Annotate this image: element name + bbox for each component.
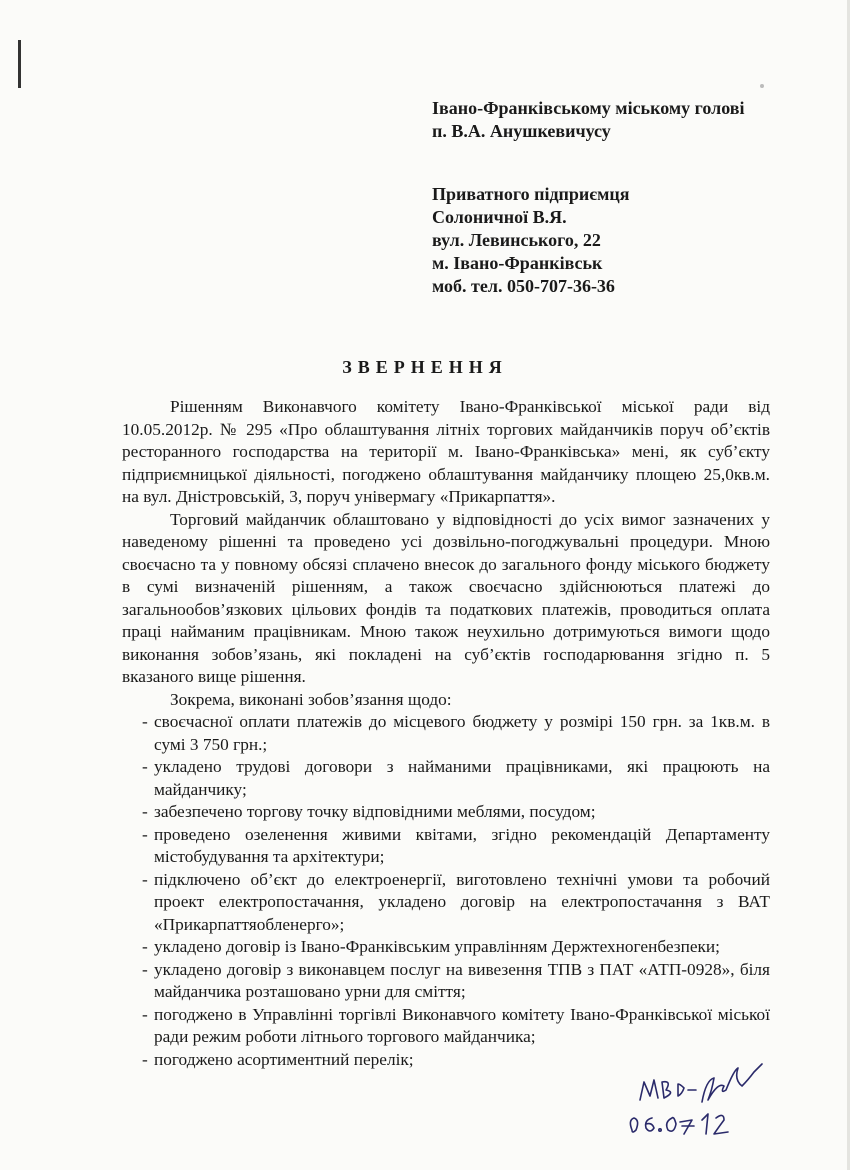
list-item-text: своєчасної оплати платежів до місцевого бюджету у розмірі 150 грн. за 1кв.м. в сумі 3 750 грн.; [154,712,770,754]
sender-line: моб. тел. 050-707-36-36 [432,276,615,296]
recipient-line: Івано-Франківському міському голові [432,98,745,118]
list-item-text: підключено об’єкт до електроенергії, виготовлено технічні умови та робочий проект електропостачання, укладено договір на електропостачання з ВАТ «Прикарпаттяобленерго»; [154,869,770,934]
list-item-text: погоджено в Управлінні торгівлі Виконавчого комітету Івано-Франківської міської ради режим роботи літнього торгового майданчика; [154,1004,770,1046]
scan-speck [760,84,764,88]
list-item-text: забезпечено торгову точку відповідними меблями, посудом; [154,802,596,821]
recipient-line: п. В.А. Анушкевичусу [432,121,611,141]
page-edge-mark [18,40,21,88]
list-item [122,756,770,801]
list-dash: - [142,757,148,776]
list-item-text: погоджено асортиментний перелік; [154,1049,414,1069]
list-item-text: укладено договір з виконавцем послуг на вивезення ТПВ з ПАТ «АТП-0928», біля майданчика розташовано урни для сміття; [154,959,770,1001]
sender-line: вул. Левинського, 22 [432,230,601,250]
list-dash: - [142,802,148,821]
list-dash: - [142,712,148,731]
list-dash: - [142,869,148,889]
sender-line: Приватного підприємця [432,184,630,204]
list-dash: - [142,824,148,844]
handwriting-image [622,1060,802,1140]
list-intro: Зокрема, виконані зобов’язання щодо: [170,689,452,709]
list-item [122,711,770,756]
body-paragraph: Торговий майданчик облаштовано у відповідності до усіх вимог зазначених у наведеному рішенні та проведено усі дозвільно-погоджувальні процедури. Мною своєчасно та у повному обсязі сплачено внесок до загального фонду міського бюджету в сумі визначеній рішенням, а також своєчасно здійснюються платежі до загальнообов’язкових цільових фондів та податкових платежів, проводиться оплата праці найманим працівникам. Мною також неухильно дотримуються вимоги щодо виконання зобов’язань, які покладені на суб’єктів господарювання згідно п. 5 вказаного вище рішення. [122,509,770,686]
list-dash: - [142,937,148,956]
body-paragraph: Рішенням Виконавчого комітету Івано-Франківської міської ради від 10.05.2012р. № 295 «Про облаштування літніх торгових майданчиків поруч об’єктів ресторанного господарства на території м. Івано-Франківська» мені, як суб’єкту підприємницької діяльності, погоджено облаштування майданчику площею 25,0кв.м. на вул. Дністровській, 3, поруч універмагу «Прикарпаття». [122,397,770,506]
list-item [122,824,770,869]
list-dash: - [142,1004,148,1024]
list-item-text: укладено трудові договори з найманими працівниками, які працюють на майданчику; [154,757,770,799]
obligations-list [122,711,770,1071]
list-dash: - [142,1049,148,1069]
list-item [122,936,770,959]
list-item-text: укладено договір із Івано-Франківським управлінням Держтехногенбезпеки; [154,937,720,956]
sender-line: м. Івано-Франківськ [432,253,603,273]
sender-line: Солоничної В.Я. [432,207,567,227]
list-item [122,801,770,824]
list-item [122,869,770,937]
handwritten-signature-and-date [622,1060,802,1140]
list-item [122,1004,770,1049]
document-body [122,396,770,1071]
list-dash: - [142,959,148,979]
document-title: ЗВЕРНЕННЯ [342,357,508,377]
list-item-text: проведено озеленення живими квітами, згідно рекомендацій Департаменту містобудування та архітектури; [154,824,770,866]
list-item [122,959,770,1004]
